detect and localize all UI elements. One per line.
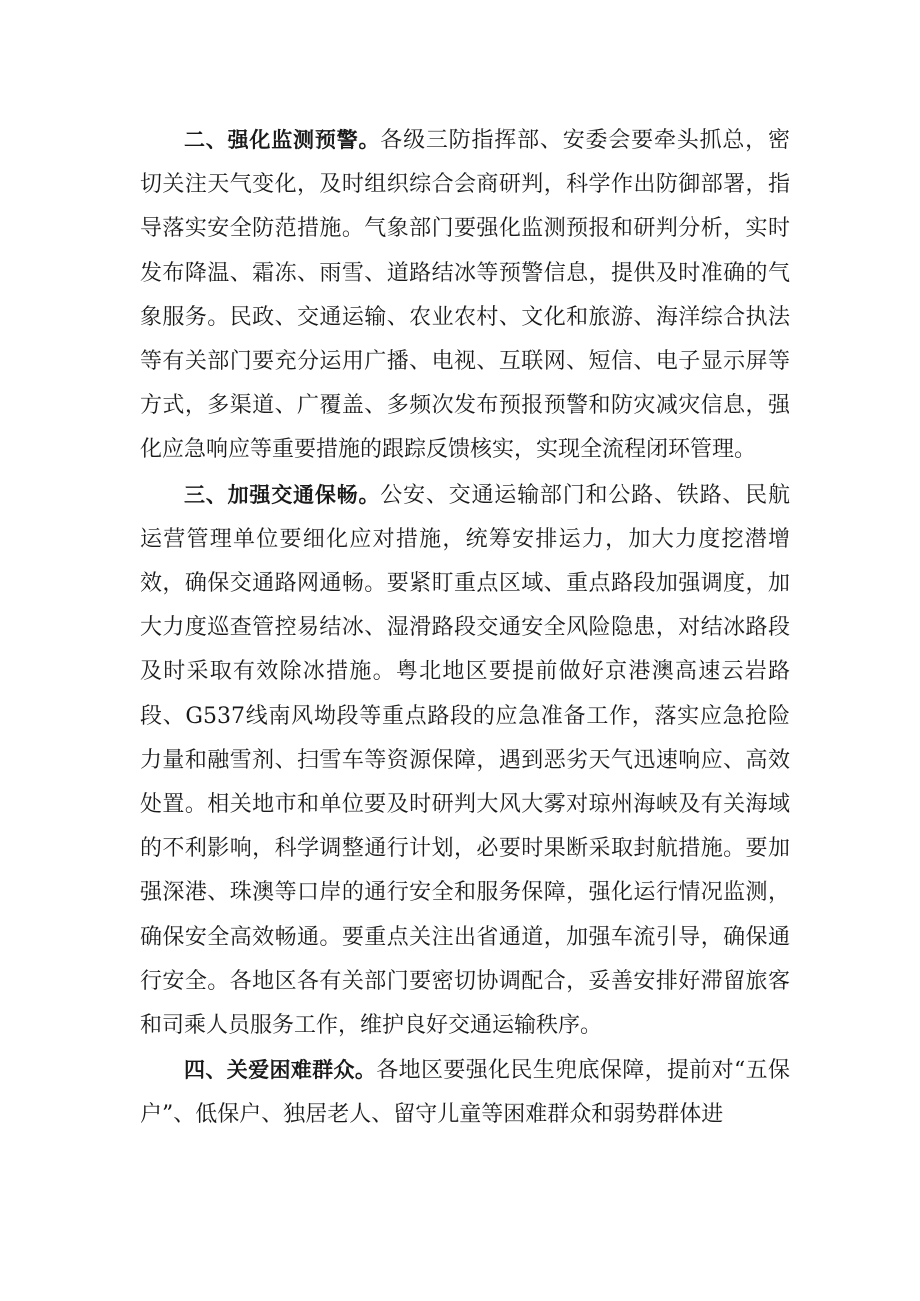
paragraph-text: 各地区要强化民生兜底保障，提前对“五保户”、低保户、独居老人、留守儿童等困难群众和弱势群体进: [140, 1058, 790, 1128]
paragraph-text: 各级三防指挥部、安委会要牵头抓总，密切关注天气变化，及时组织综合会商研判，科学作出防御部署，指导落实安全防范措施。气象部门要强化监测预报和研判分析，实时发布降温、霜冻、雨雪、道路结冰等预警信息，提供及时准确的气象服务。民政、交通运输、农业农村、文化和旅游、海洋综合执法等有关部门要充分运用广播、电视、互联网、短信、电子显示屏等方式，多渠道、广覆盖、多频次发布预报预警和防灾减灾信息，强化应急响应等重要措施的跟踪反馈核实，实现全流程闭环管理。: [140, 128, 790, 463]
paragraph-text: 公安、交通运输部门和公路、铁路、民航运营管理单位要细化应对措施，统筹安排运力，加大力度挖潜增效，确保交通路网通畅。要紧盯重点区域、重点路段加强调度，加大力度巡查管控易结冰、湿滑路段交通安全风险隐患，对结冰路段及时采取有效除冰措施。粤北地区要提前做好京港澳高速云岩路段、G537线南风坳段等重点路段的应急准备工作，落实应急抢险力量和融雪剂、扫雪车等资源保障，遇到恶劣天气迅速响应、高效处置。相关地市和单位要及时研判大风大雾对琼州海峡及有关海域的不利影响，科学调整通行计划，必要时果断采取封航措施。要加强深港、珠澳等口岸的通行安全和服务保障，强化运行情况监测，确保安全高效畅通。要重点关注出省通道，加强车流引导，确保通行安全。各地区各有关部门要密切协调配合，妥善安排好滞留旅客和司乘人员服务工作，维护良好交通运输秩序。: [140, 482, 790, 1039]
paragraph-care-for-needy: [140, 1048, 790, 1137]
paragraph-traffic-assurance: [140, 473, 790, 1049]
section-heading: 四、关爱困难群众。: [184, 1058, 377, 1083]
section-heading: 二、强化监测预警。: [184, 128, 381, 152]
section-heading: 三、加强交通保畅。: [184, 482, 381, 507]
paragraph-monitoring-warning: [140, 118, 790, 473]
document-body: [140, 118, 790, 1138]
